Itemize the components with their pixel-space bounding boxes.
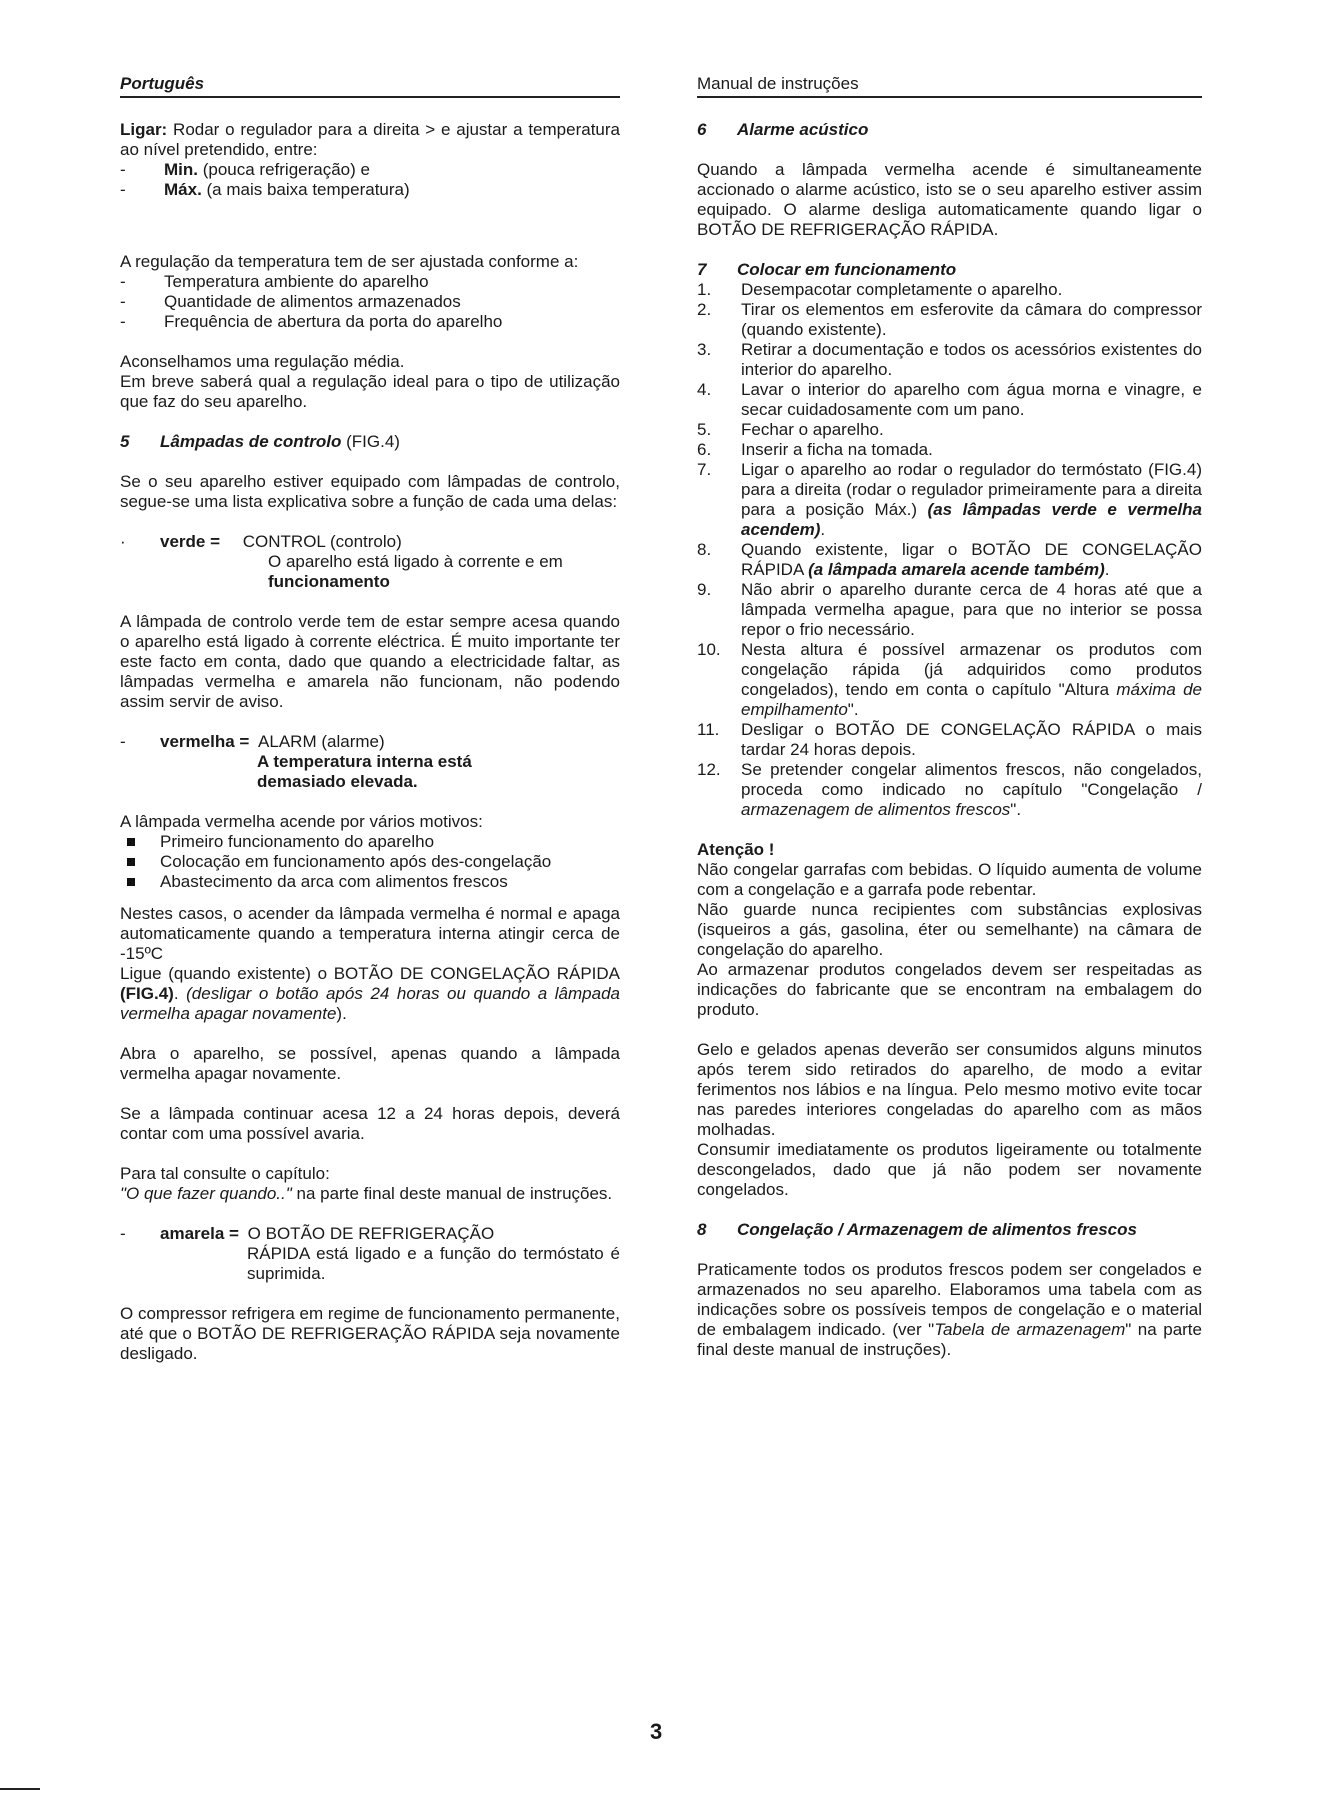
section-5-intro: Se o seu aparelho estiver equipado com lâmpadas de controlo, segue-se uma lista explicativa sobre a função de cada uma delas:: [120, 472, 620, 511]
step-item: [697, 300, 1202, 340]
section-title: Lâmpadas de controlo: [160, 432, 342, 451]
step-item: [697, 380, 1202, 420]
lamp-desc-bold: demasiado elevada.: [257, 772, 418, 791]
ligar-text: Rodar o regulador para a direita > e ajustar a temperatura ao nível pretendido, entre:: [120, 120, 620, 159]
step-number: 1.: [697, 280, 712, 299]
section-7-heading: [697, 260, 1202, 280]
oque-italic: "O que fazer quando..": [120, 1184, 292, 1203]
factor-item: - Frequência de abertura da porta do aparelho: [120, 312, 620, 332]
section-title: Congelação / Armazenagem de alimentos frescos: [737, 1220, 1137, 1239]
lamp-value: O BOTÃO DE REFRIGERAÇÃO: [247, 1224, 495, 1243]
steps-list: [697, 280, 1202, 820]
embreve-paragraph: Em breve saberá qual a regulação ideal para o tipo de utilização que faz do seu aparelho.: [120, 372, 620, 411]
step-number: 10.: [697, 640, 721, 659]
step-number: 11.: [697, 720, 720, 739]
header-language: Português: [120, 74, 620, 98]
scan-edge-mark: [0, 1788, 40, 1790]
step-text: Nesta altura é possível armazenar os produtos com congelação rápida (já adquiridos como produtos congelados), tendo em conta o capítulo "Altura: [741, 640, 1202, 699]
step-end: .: [1104, 560, 1110, 579]
se-lampada-paragraph: Se a lâmpada continuar acesa 12 a 24 horas depois, deverá contar com uma possível avaria.: [120, 1104, 620, 1143]
range-item-max: [120, 180, 620, 200]
step-number: 3.: [697, 340, 712, 359]
step-item: [697, 540, 1202, 580]
section-title: Alarme acústico: [737, 120, 869, 139]
regulacao-paragraph: A regulação da temperatura tem de ser ajustada conforme a:: [120, 252, 579, 271]
step-item: [697, 720, 1202, 760]
section-6-text: Quando a lâmpada vermelha acende é simultaneamente accionado o alarme acústico, isto se o seu aparelho estiver assim equipado. O alarme desliga automaticamente quando ligar o BOTÃO DE REFRIGERAÇÃO RÁPIDA.: [697, 160, 1202, 239]
range-item-min: [120, 160, 620, 180]
motivo-item: Primeiro funcionamento do aparelho: [120, 832, 620, 852]
right-column: [697, 120, 1202, 1360]
left-column: [120, 120, 620, 1364]
oque-paragraph: [120, 1184, 620, 1204]
aconselhamos-paragraph: Aconselhamos uma regulação média.: [120, 352, 405, 371]
page-number: 3: [650, 1719, 663, 1744]
oque-text: na parte final deste manual de instruções.: [291, 1184, 613, 1203]
lamp-vermelha-desc: [120, 752, 620, 792]
nestes-paragraph: Nestes casos, o acender da lâmpada vermelha é normal e apaga automaticamente quando a temperatura interna atingir cerca de -15ºC: [120, 904, 620, 963]
step-text: Quando existente, ligar o BOTÃO DE CONGELAÇÃO RÁPIDA: [741, 540, 1202, 579]
atencao-paragraph: Ao armazenar produtos congelados devem ser respeitadas as indicações do fabricante que se encontram na embalagem do produto.: [697, 960, 1202, 1019]
lamp-amarela-desc: RÁPIDA está ligado e a função do termóstato é suprimida.: [247, 1244, 620, 1283]
step-end: .: [820, 520, 826, 539]
step-item: [697, 460, 1202, 540]
step-text: Ligar o aparelho ao rodar o regulador do termóstato (FIG.4) para a direita (rodar o regulador primeiramente para a direita para a posição Máx.): [741, 460, 1202, 519]
lamp-vermelha: [120, 732, 620, 752]
step-end: ".: [847, 700, 859, 719]
ligue-end: ).: [336, 1004, 347, 1023]
step-number: 4.: [697, 380, 712, 399]
step-item: [697, 420, 1202, 440]
step-number: 7.: [697, 460, 712, 479]
s8-text: " na parte final deste manual de instruções).: [697, 1320, 1202, 1359]
section-number: 8: [697, 1220, 707, 1239]
range-text: (pouca refrigeração) e: [198, 160, 370, 179]
atencao-heading: Atenção !: [697, 840, 775, 859]
step-italic: (a lâmpada amarela acende também): [808, 560, 1105, 579]
para-tal-paragraph: Para tal consulte o capítulo:: [120, 1164, 330, 1183]
step-item: [697, 440, 1202, 460]
step-text: Inserir a ficha na tomada.: [741, 440, 933, 459]
step-italic: armazenagem de alimentos frescos: [741, 800, 1011, 819]
range-text: (a mais baixa temperatura): [201, 180, 410, 199]
bullet-dash: -: [120, 1224, 126, 1243]
step-number: 2.: [697, 300, 712, 319]
lamp-desc: O aparelho está ligado à corrente e em: [268, 552, 563, 571]
step-number: 5.: [697, 420, 712, 439]
consumir-paragraph: Consumir imediatamente os produtos ligeiramente ou totalmente descongelados, dado que já não podem ser novamente congelados.: [697, 1140, 1202, 1199]
atencao-paragraph: Não congelar garrafas com bebidas. O líquido aumenta de volume com a congelação e a garrafa pode rebentar.: [697, 860, 1202, 899]
step-item: [697, 280, 1202, 300]
lamp-name: vermelha =: [160, 732, 250, 751]
ligue-fig: (FIG.4): [120, 984, 174, 1003]
motivo-item: Colocação em funcionamento após des-congelação: [120, 852, 620, 872]
lamp-verde: [120, 532, 620, 552]
atencao-paragraph: Não guarde nunca recipientes com substâncias explosivas (isqueiros a gás, gasolina, éter ou semelhante) na câmara de congelação do aparelho.: [697, 900, 1202, 959]
lamp-desc-bold: funcionamento: [268, 572, 390, 591]
temperature-range-list: [120, 160, 620, 200]
section-number: 5: [120, 432, 130, 451]
motivos-intro: A lâmpada vermelha acende por vários motivos:: [120, 812, 483, 831]
verde-paragraph: A lâmpada de controlo verde tem de estar sempre acesa quando o aparelho está ligado à corrente eléctrica. É muito importante ter este facto em conta, dado que quando a electricidade faltar, as lâmpadas vermelha e amarela não funcionam, não podendo assim servir de aviso.: [120, 612, 620, 711]
lamp-value: CONTROL (controlo): [242, 532, 402, 551]
gelo-paragraph: Gelo e gelados apenas deverão ser consumidos alguns minutos após terem sido retirados do aparelho, de modo a evitar ferimentos nos lábios e na língua. Pelo mesmo motivo evite tocar nas paredes interiores congeladas do aparelho com as mãos molhadas.: [697, 1040, 1202, 1139]
step-text: Desligar o BOTÃO DE CONGELAÇÃO RÁPIDA o mais tardar 24 horas depois.: [741, 720, 1202, 759]
step-text: Retirar a documentação e todos os acessórios existentes do interior do aparelho.: [741, 340, 1202, 379]
s8-text: Praticamente todos os produtos frescos podem ser congelados e armazenados no seu aparelho. Elaboramos uma tabela com as indicações sobre os possíveis tempos de congelação e o material de embalagem indicado. (ver ": [697, 1260, 1202, 1339]
bullet-dot: ·: [120, 532, 126, 551]
step-item: [697, 580, 1202, 640]
step-italic: (as lâmpadas verde e vermelha acendem): [741, 500, 1202, 539]
header-manual-title: Manual de instruções: [697, 74, 1202, 98]
ligue-text: .: [173, 984, 187, 1003]
step-item: [697, 760, 1202, 820]
ligar-label: Ligar:: [120, 120, 168, 139]
section-6-heading: [697, 120, 1202, 140]
step-end: ".: [1010, 800, 1022, 819]
lamp-amarela: [120, 1224, 620, 1244]
step-text: Tirar os elementos em esferovite da câmara do compressor (quando existente).: [741, 300, 1202, 339]
lamp-verde-desc: [120, 552, 620, 592]
factor-item: - Temperatura ambiente do aparelho: [120, 272, 620, 292]
range-label: Min.: [164, 160, 198, 179]
section-5-heading: [120, 432, 620, 452]
step-italic: máxima de empilhamento: [741, 680, 1203, 719]
step-item: [697, 640, 1202, 720]
step-item: [697, 340, 1202, 380]
step-text: Fechar o aparelho.: [741, 420, 884, 439]
step-text: Lavar o interior do aparelho com água morna e vinagre, e secar cuidadosamente com um pano.: [741, 380, 1202, 419]
lamp-desc-bold: A temperatura interna está: [257, 752, 472, 771]
motivo-item: Abastecimento da arca com alimentos frescos: [120, 872, 620, 892]
motivos-list: [120, 832, 620, 892]
section-8-heading: [697, 1220, 1202, 1240]
compressor-paragraph: O compressor refrigera em regime de funcionamento permanente, até que o BOTÃO DE REFRIGERAÇÃO RÁPIDA seja novamente desligado.: [120, 1304, 620, 1363]
bullet-dash: -: [120, 732, 126, 751]
step-number: 8.: [697, 540, 712, 559]
ligar-paragraph: [120, 120, 620, 160]
step-text: Não abrir o aparelho durante cerca de 4 horas até que a lâmpada vermelha apague, para que no interior se possa repor o frio necessário.: [741, 580, 1202, 639]
section-fig-ref: (FIG.4): [341, 432, 400, 451]
step-text: Desempacotar completamente o aparelho.: [741, 280, 1063, 299]
range-label: Máx.: [164, 180, 202, 199]
section-title: Colocar em funcionamento: [737, 260, 957, 279]
lamp-value: ALARM (alarme): [258, 732, 385, 751]
factor-item: - Quantidade de alimentos armazenados: [120, 292, 620, 312]
step-text: Se pretender congelar alimentos frescos, não congelados, proceda como indicado no capítulo "Congelação /: [741, 760, 1202, 799]
ligue-paragraph: [120, 964, 620, 1024]
step-number: 12.: [697, 760, 721, 779]
lamp-name: verde =: [160, 532, 221, 551]
section-8-text: [697, 1260, 1202, 1360]
section-number: 7: [697, 260, 707, 279]
step-number: 6.: [697, 440, 712, 459]
section-number: 6: [697, 120, 707, 139]
lamp-name: amarela =: [160, 1224, 239, 1243]
step-number: 9.: [697, 580, 712, 599]
ligue-italic: (desligar o botão após 24 horas ou quando a lâmpada vermelha apagar novamente: [120, 984, 620, 1023]
ligue-text: Ligue (quando existente) o BOTÃO DE CONGELAÇÃO RÁPIDA: [120, 964, 620, 983]
s8-italic: Tabela de armazenagem: [934, 1320, 1126, 1339]
abra-paragraph: Abra o aparelho, se possível, apenas quando a lâmpada vermelha apagar novamente.: [120, 1044, 620, 1083]
factors-list: [120, 272, 620, 332]
